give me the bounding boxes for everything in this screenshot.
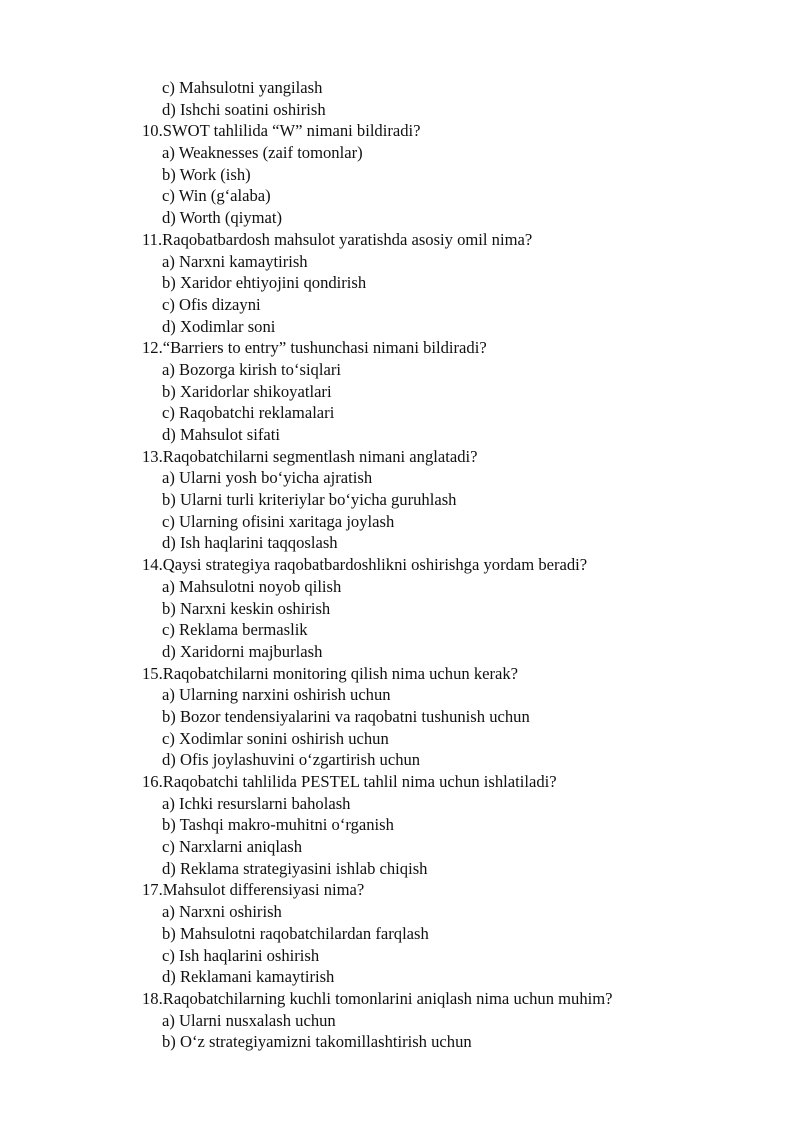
question-text: Raqobatchilarni monitoring qilish nima uchun kerak? (162, 663, 519, 683)
question-line (0, 120, 800, 142)
question-block (0, 663, 800, 771)
question-text: Raqobatbardosh mahsulot yaratishda asosiy omil nima? (162, 229, 533, 249)
option-text: a) Bozorga kirish to‘siqlari (162, 359, 341, 379)
question-line (0, 988, 800, 1010)
option-text: d) Xaridorni majburlash (162, 641, 323, 661)
question-number: 18. (142, 988, 163, 1008)
option-text: a) Ichki resurslarni baholash (162, 793, 351, 813)
option-text: c) Xodimlar sonini oshirish uchun (162, 728, 389, 748)
question-block (0, 554, 800, 662)
option-text: d) Ish haqlarini taqqoslash (162, 533, 338, 553)
question-line (0, 337, 800, 359)
question-list (0, 120, 800, 1053)
question-line (0, 663, 800, 685)
question-text: Mahsulot differensiyasi nima? (162, 880, 365, 900)
option-text: a) Narxni kamaytirish (162, 251, 308, 271)
question-line (0, 771, 800, 793)
option-text: b) Bozor tendensiyalarini va raqobatni tushunish uchun (162, 706, 530, 726)
option-text: d) Ofis joylashuvini o‘zgartirish uchun (162, 750, 421, 770)
option-text: b) Narxni keskin oshirish (162, 598, 331, 618)
question-block (0, 771, 800, 879)
question-block (0, 120, 800, 228)
option-text: d) Xodimlar soni (162, 316, 276, 336)
option-text: b) Mahsulotni raqobatchilardan farqlash (162, 923, 429, 943)
question-text: Raqobatchilarning kuchli tomonlarini aniqlash nima uchun muhim? (162, 988, 613, 1008)
question-block (0, 229, 800, 337)
option-text: b) Xaridorlar shikoyatlari (162, 381, 332, 401)
option-text: b) Ularni turli kriteriylar bo‘yicha guruhlash (162, 490, 457, 510)
question-number: 13. (142, 446, 163, 466)
option-text: a) Ularni yosh bo‘yicha ajratish (162, 468, 373, 488)
option-text: a) Mahsulotni noyob qilish (162, 576, 342, 596)
option-text: b) O‘z strategiyamizni takomillashtirish uchun (162, 1032, 472, 1052)
question-number: 14. (142, 555, 163, 575)
option-text: d) Ishchi soatini oshirish (162, 99, 326, 119)
question-block (0, 879, 800, 987)
continued-options (0, 77, 800, 120)
option-text: b) Tashqi makro-muhitni o‘rganish (162, 815, 394, 835)
option-text: c) Mahsulotni yangilash (162, 78, 323, 97)
option-text: c) Reklama bermaslik (162, 620, 308, 640)
option-text: a) Weaknesses (zaif tomonlar) (162, 143, 363, 163)
question-text: SWOT tahlilida “W” nimani bildiradi? (162, 121, 421, 141)
question-number: 16. (142, 772, 163, 791)
option-text: d) Mahsulot sifati (162, 425, 280, 444)
question-line (0, 554, 800, 576)
option-text: c) Win (g‘alaba) (162, 186, 271, 206)
option-text: a) Ularni nusxalash uchun (162, 1010, 336, 1030)
option-text: d) Worth (qiymat) (162, 208, 283, 228)
question-text: “Barriers to entry” tushunchasi nimani bildiradi? (162, 338, 487, 358)
question-line (0, 879, 800, 901)
question-text: Raqobatchi tahlilida PESTEL tahlil nima uchun ishlatiladi? (162, 772, 557, 791)
option-text: b) Xaridor ehtiyojini qondirish (162, 273, 367, 293)
question-text: Raqobatchilarni segmentlash nimani anglatadi? (162, 446, 478, 466)
option-text: d) Reklamani kamaytirish (162, 967, 335, 987)
option-text: c) Ularning ofisini xaritaga joylash (162, 511, 395, 531)
option-text: c) Narxlarni aniqlash (162, 837, 303, 857)
question-number: 17. (142, 880, 163, 900)
option-text: a) Narxni oshirish (162, 902, 282, 922)
question-block (0, 337, 800, 445)
question-block (0, 446, 800, 554)
option-text: b) Work (ish) (162, 164, 251, 184)
document-page (0, 77, 800, 1053)
option-text: d) Reklama strategiyasini ishlab chiqish (162, 858, 428, 878)
question-line (0, 446, 800, 468)
option-text: c) Ish haqlarini oshirish (162, 945, 320, 965)
question-text: Qaysi strategiya raqobatbardoshlikni oshirishga yordam beradi? (162, 555, 588, 575)
question-block (0, 988, 800, 1053)
question-number: 10. (142, 121, 163, 141)
question-number: 12. (142, 338, 163, 358)
option-text: c) Raqobatchi reklamalari (162, 403, 335, 423)
question-number: 11. (142, 229, 163, 249)
question-number: 15. (142, 663, 163, 683)
option-text: c) Ofis dizayni (162, 294, 261, 314)
question-line (0, 229, 800, 251)
option-text: a) Ularning narxini oshirish uchun (162, 685, 391, 705)
